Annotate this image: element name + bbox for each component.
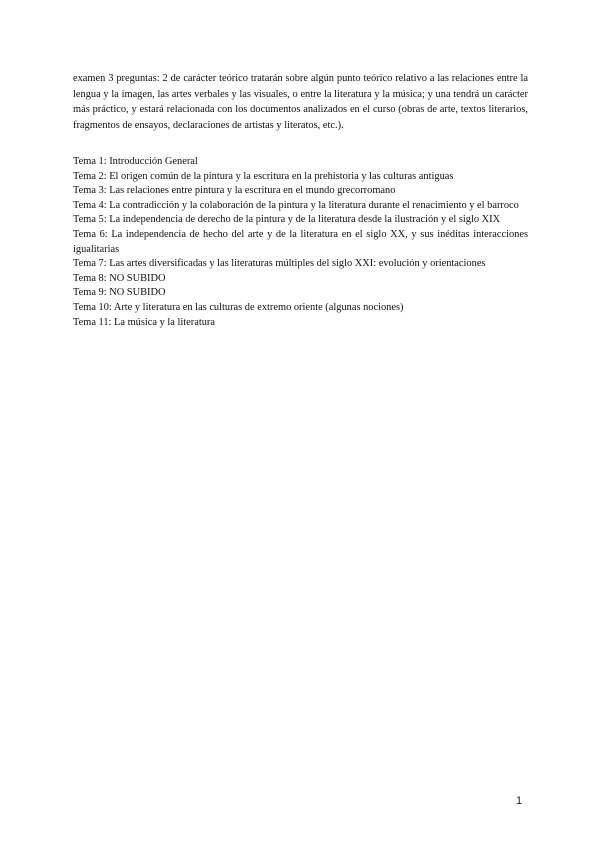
topic-item: Tema 7: Las artes diversificadas y las literaturas múltiples del siglo XXI: evolución y orientaciones xyxy=(73,258,486,270)
topic-item: Tema 2: El origen común de la pintura y la escritura en la prehistoria y las culturas antiguas xyxy=(73,170,454,182)
topic-list xyxy=(73,155,528,330)
topic-item: Tema 8: NO SUBIDO xyxy=(73,272,166,284)
topic-item: Tema 4: La contradicción y la colaboración de la pintura y la literatura durante el renacimiento y el barroco xyxy=(73,199,519,211)
intro-paragraph: examen 3 preguntas: 2 de carácter teórico tratarán sobre algún punto teórico relativo a las relaciones entre la lengua y la imagen, las artes verbales y las visuales, o entre la literatura y la música; y una tendrá un carácter más práctico, y estará relacionada con los documentos analizados en el curso (obras de arte, textos literarios, fragmentos de ensayos, declaraciones de artistas y literatos, etc.). xyxy=(73,73,528,131)
topic-item: Tema 5: La independencia de derecho de la pintura y de la literatura desde la ilustración y el siglo XIX xyxy=(73,214,501,226)
topic-item: Tema 1: Introducción General xyxy=(73,156,198,167)
topic-item: Tema 10: Arte y literatura en las culturas de extremo oriente (algunas nociones) xyxy=(73,301,404,313)
page-number: 1 xyxy=(516,795,523,807)
topic-item: Tema 3: Las relaciones entre pintura y la escritura en el mundo grecorromano xyxy=(73,185,396,197)
topic-item: Tema 9: NO SUBIDO xyxy=(73,287,166,299)
topic-item: Tema 6: La independencia de hecho del arte y de la literatura en el siglo XX, y sus inéditas interacciones igualitarias xyxy=(73,228,528,255)
topic-item: Tema 11: La música y la literatura xyxy=(73,316,215,328)
